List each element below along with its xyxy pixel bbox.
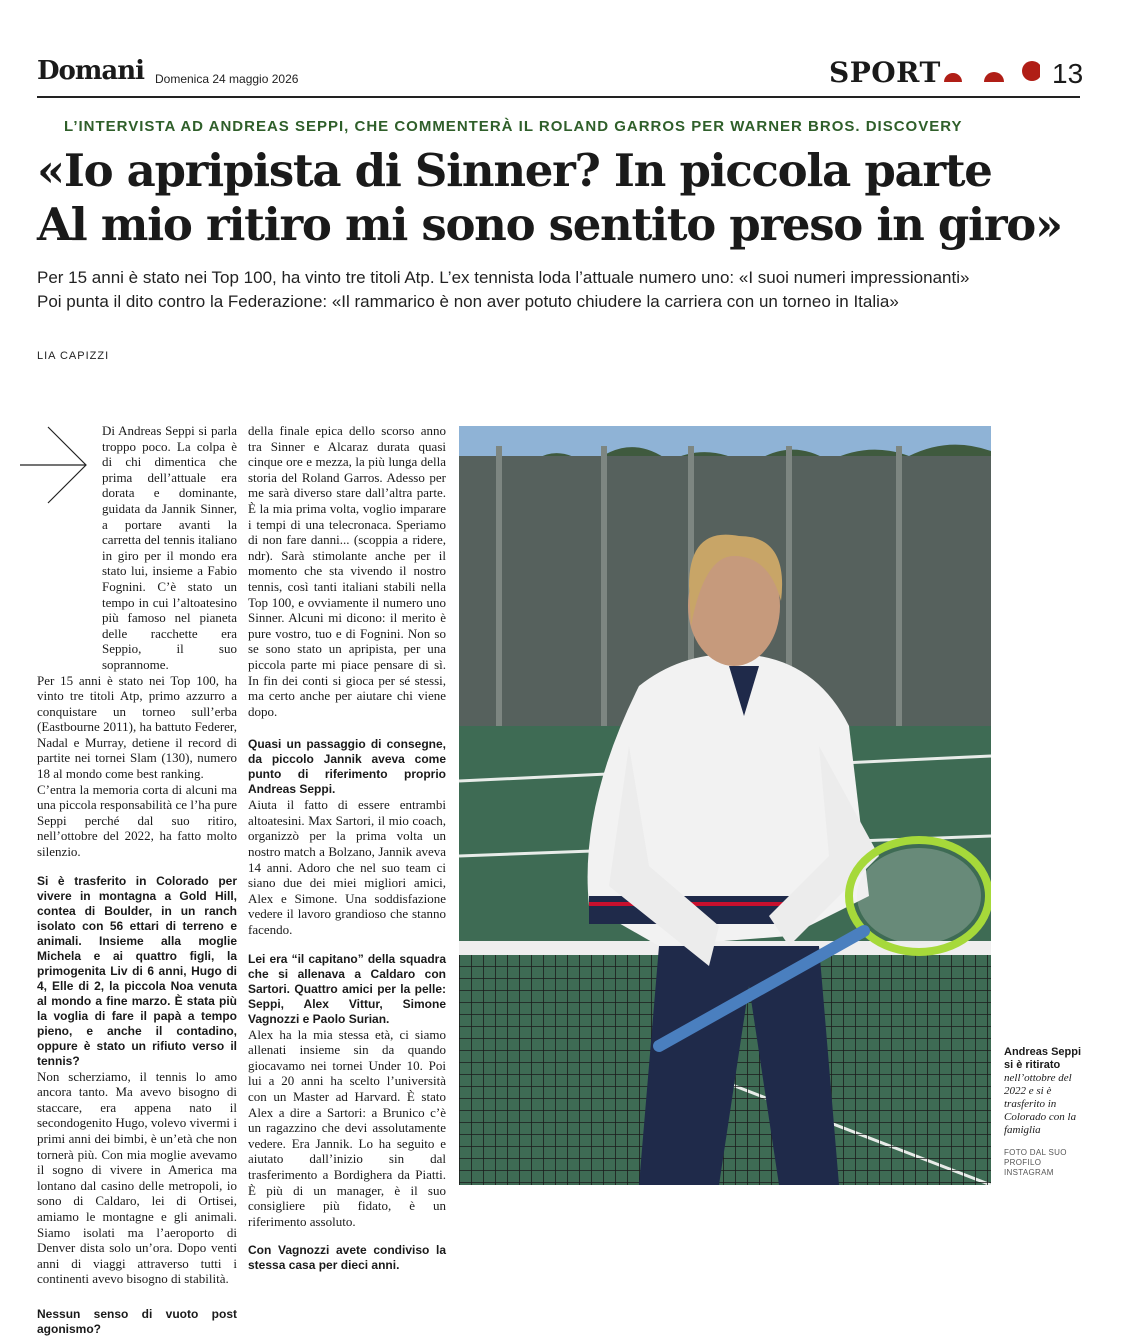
page-number: 13 (1052, 58, 1084, 89)
paragraph: Aiuta il fatto di essere entrambi altoatesini. Max Sartori, il mio coach, organizzò per la prima volta un nostro match a Bolzano, Jannik aveva 14 anni. Adoro che nel suo team ci siano due dei miei migliori amici, Alex e Simone. Una soddisfazione vedere il lavoro grandioso che stanno facendo. (248, 797, 446, 938)
paragraph: C’entra la memoria corta di alcuni ma una piccola responsabilità ce l’ha pure Seppi perché dal suo ritiro, nell’ottobre del 2022, ha fatto molto silenzio. (37, 781, 237, 860)
interview-question: Si è trasferito in Colorado per vivere in montagna a Gold Hill, contea di Boulder, in un ranch isolato con 56 ettari di terreno e animali. Insieme alla moglie Michela e ai quattro figli, la primogenita Liv di 6 anni, Hugo di 4, Elle di 2, la piccola Noa venuta al mondo a fine marzo. È stata più la voglia di fare il papà a tempo pieno, e anche il contadino, oppure è stato un rifiuto verso il tennis? (37, 873, 237, 1068)
photo-credit: FOTO DAL SUO PROFILO INSTAGRAM (1004, 1148, 1067, 1177)
caption-bold: Andreas Seppi si è ritirato (1004, 1046, 1082, 1071)
paragraph: Non scherziamo, il tennis lo amo ancora tanto. Ma avevo bisogno di staccare, era appena nato il secondogenito Hugo, volevo vivermi i primi anni dei bimbi, è un’età che non tornerà più. Con mia moglie avevamo il sogno di vivere in America ma lontano dal casino delle metropoli, io sono di Caldaro, lei di Ortisei, amiamo le montagne e gli animali. Siamo isolati ma l’aeroporto di Denver dista solo un’ora. Dopo venti anni di viaggi attraverso tutti i continenti avevo bisogno di stabilità. (37, 1068, 237, 1287)
section-name: SPORT (829, 56, 941, 89)
article-standfirst (37, 266, 1087, 314)
headline-line-2: Al mio ritiro mi sono sentito preso in giro» (37, 198, 1062, 251)
newspaper-logo: Domani (37, 56, 145, 86)
interview-question: Quasi un passaggio di consegne, da piccolo Jannik aveva come punto di riferimento proprio Andreas Seppi. (248, 737, 446, 797)
paragraph: della finale epica dello scorso anno tra Sinner e Alcaraz durata quasi cinque ore e mezza, la più lunga della storia del Roland Garros. Adesso per me sarà diverso stare dall’altra parte. È la mia prima volta, voglio imparare i tempi di una telecronaca. Speriamo di non fare danni... (scoppia a ridere, ndr). Sarà stimolante anche per il momento che sta vivendo il nostro tennis, così tanti italiani stabili nella Top 100, e ovviamente il numero uno Sinner. Alcuni mi dicono: il merito è pure vostro, tuo e di Fognini. Non so se sono stato un apripista, per una piccola parte mi piace pensare di sì. In fin dei conti si gioca per sé stessi, ma certo anche per aiutare chi viene dopo. (248, 423, 446, 719)
interview-question: Nessun senso di vuoto post agonismo? (37, 1306, 237, 1336)
section-dots-icon (940, 60, 1040, 84)
issue-date: Domenica 24 maggio 2026 (155, 72, 299, 86)
interview-question: Con Vagnozzi avete condiviso la stessa casa per dieci anni. (248, 1243, 446, 1273)
interview-question: Lei era “il capitano” della squadra che si allenava a Caldaro con Sartori. Quattro amici per la pelle: Seppi, Alex Vittur, Simone Vagnozzi e Paolo Surian. (248, 951, 446, 1026)
paragraph: Per 15 anni è stato nei Top 100, ha vinto tre titoli Atp, primo azzurro a conquistare un torneo sull’erba (Eastbourne 2011), ha battuto Federer, Nadal e Murray, detiene il record di partite nei tornei Slam (130), numero 18 al mondo come best ranking. (37, 672, 237, 782)
article-byline: LIA CAPIZZI (37, 350, 110, 362)
paragraph: Alex ha la mia stessa età, ci siamo allenati insieme sin da quando giocavamo nei tornei Under 10. Poi lui a 20 anni ha scelto l’università con un Master ad Harvard. È stato Alex a dire a Sartori: a Brunico c’è un ragazzino che devi assolutamente vedere. Era Jannik. Lo ha seguito e aiutato dall’inizio sin dal trasferimento a Bordighera da Piatti. È più di un manager, è il suo consigliere più fidato, è un riferimento assoluto. (248, 1026, 446, 1229)
caption-text: nell’ottobre del 2022 e si è trasferito in Colorado con la famiglia (1004, 1072, 1077, 1136)
headline-line-1: «Io apripista di Sinner? In piccola parte (37, 144, 992, 197)
paragraph: Di Andreas Seppi si parla troppo poco. La colpa è di chi dimentica che prima dell’attuale era dorata e dominante, guidata da Jannik Sinner, a portare avanti la carretta del tennis italiano in giro per il mondo era stato lui, insieme a Fabio Fognini. C’è stato un tempo in cui l’altoatesino più famoso nel pianeta delle racchette era Seppio, il suo soprannome. (102, 423, 237, 672)
photo-caption (1004, 1046, 1082, 1137)
header-rule (37, 96, 1080, 98)
article-kicker: L’INTERVISTA AD ANDREAS SEPPI, CHE COMMENTERÀ IL ROLAND GARROS PER WARNER BROS. DISCOVERY (64, 118, 963, 135)
standfirst-line-1: Per 15 anni è stato nei Top 100, ha vinto tre titoli Atp. L’ex tennista loda l’attuale numero uno: «I suoi numeri impressionanti» (37, 268, 970, 287)
standfirst-line-2: Poi punta il dito contro la Federazione: «Il rammarico è non aver potuto chiudere la carriera con un torneo in Italia» (37, 292, 899, 311)
article-photo (459, 426, 991, 1185)
article-column-2 (248, 423, 446, 1273)
article-headline (37, 144, 1087, 252)
